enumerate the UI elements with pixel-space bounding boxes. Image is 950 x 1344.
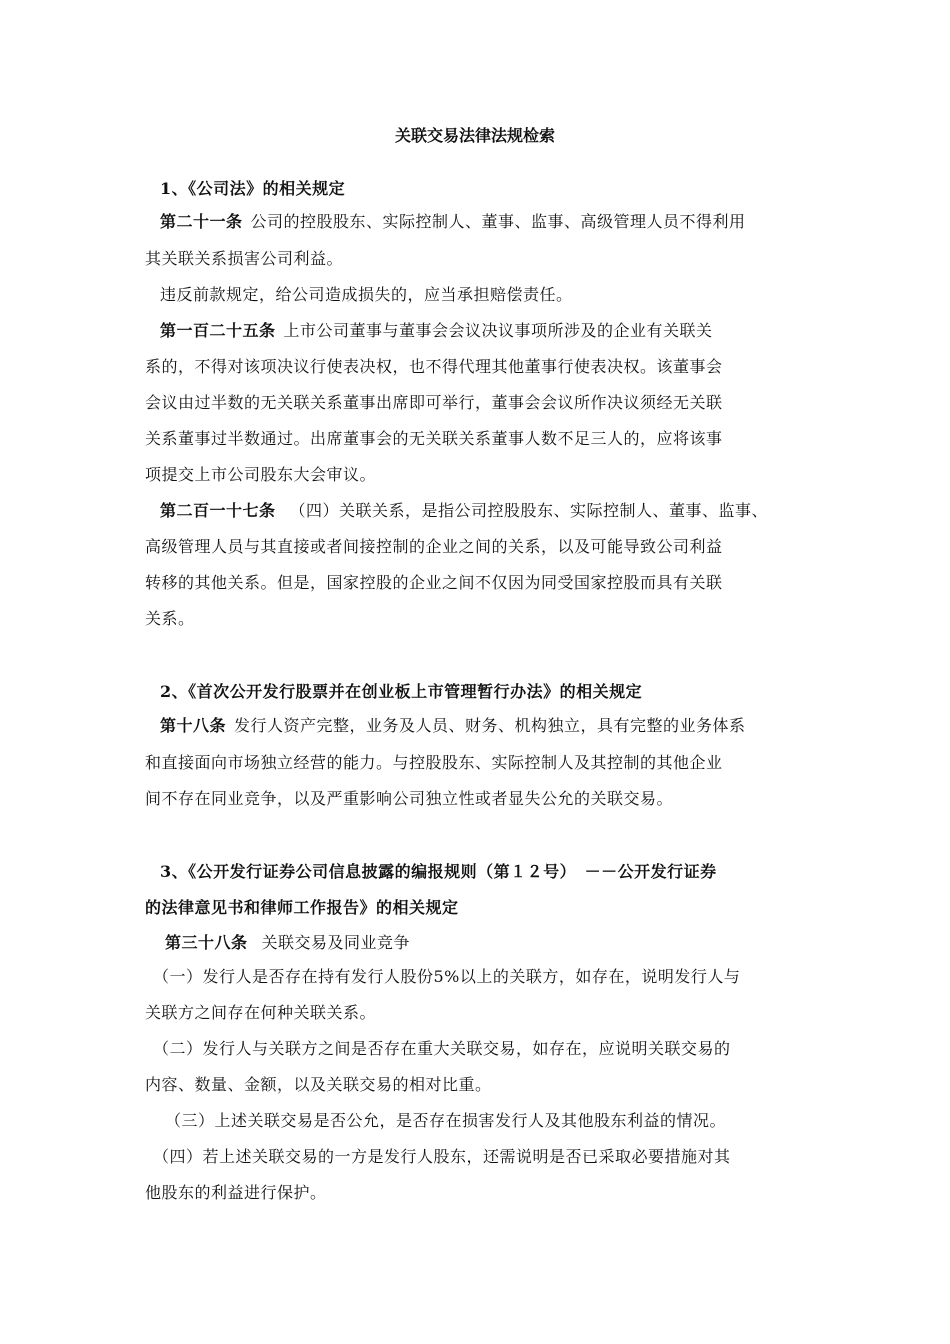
paragraph-line: 内容、数量、金额，以及关联交易的相对比重。 <box>145 1075 492 1094</box>
article-label: 第二十一条 <box>160 212 243 231</box>
paragraph-line: 系的，不得对该项决议行使表决权，也不得代理其他董事行使表决权。该董事会 <box>145 357 723 376</box>
paragraph-line: 关联方之间存在何种关联关系。 <box>145 1003 377 1022</box>
paragraph-line: 项提交上市公司股东大会审议。 <box>145 465 377 484</box>
paragraph-line: 违反前款规定，给公司造成损失的，应当承担赔偿责任。 <box>160 285 573 304</box>
paragraph-line: （二）发行人与关联方之间是否存在重大关联交易，如存在，应说明关联交易的 <box>153 1039 731 1058</box>
paragraph-line: 高级管理人员与其直接或者间接控制的企业之间的关系，以及可能导致公司利益 <box>145 537 723 556</box>
paragraph-line: 间不存在同业竞争，以及严重影响公司独立性或者显失公允的关联交易。 <box>145 789 674 808</box>
article-label: 第三十八条 <box>165 933 248 952</box>
paragraph-line <box>160 319 830 343</box>
article-label: 第十八条 <box>160 716 227 735</box>
paragraph-text: 关联交易及同业竞争 <box>261 933 411 952</box>
paragraph-line <box>160 714 830 738</box>
paragraph-line: 转移的其他关系。但是，国家控股的企业之间不仅因为同受国家控股而具有关联 <box>145 573 723 592</box>
paragraph-line: （四）若上述关联交易的一方是发行人股东，还需说明是否已采取必要措施对其 <box>153 1147 731 1166</box>
paragraph-text: 发行人资产完整，业务及人员、财务、机构独立，具有完整的业务体系 <box>234 716 746 735</box>
paragraph-text: 公司的控股股东、实际控制人、董事、监事、高级管理人员不得利用 <box>250 212 746 231</box>
paragraph-text: 上市公司董事与董事会会议决议事项所涉及的企业有关联关 <box>283 321 713 340</box>
section-heading: 3、《公开发行证券公司信息披露的编报规则（第１２号） －－公开发行证券 <box>160 862 717 881</box>
paragraph-line: 和直接面向市场独立经营的能力。与控股股东、实际控制人及其控制的其他企业 <box>145 753 723 772</box>
paragraph-line: 其关联关系损害公司利益。 <box>145 249 344 268</box>
paragraph-line <box>165 931 835 955</box>
document-title: 关联交易法律法规检索 <box>394 126 555 145</box>
paragraph-line: 关系。 <box>145 609 195 628</box>
paragraph-line: （三）上述关联交易是否公允，是否存在损害发行人及其他股东利益的情况。 <box>165 1111 727 1130</box>
section-heading: 的法律意见书和律师工作报告》的相关规定 <box>145 898 459 917</box>
article-label: 第一百二十五条 <box>160 321 276 340</box>
paragraph-text: （四）关联关系，是指公司控股股东、实际控制人、董事、监事、 <box>289 501 769 520</box>
paragraph-line: 他股东的利益进行保护。 <box>145 1183 327 1202</box>
paragraph-line <box>160 210 830 234</box>
paragraph-line: 关系董事过半数通过。出席董事会的无关联关系董事人数不足三人的，应将该事 <box>145 429 723 448</box>
article-label: 第二百一十七条 <box>160 501 276 520</box>
paragraph-line: 会议由过半数的无关联关系董事出席即可举行，董事会会议所作决议须经无关联 <box>145 393 723 412</box>
section-heading: 2、《首次公开发行股票并在创业板上市管理暂行办法》的相关规定 <box>160 682 643 701</box>
section-heading: 1、《公司法》的相关规定 <box>160 179 346 198</box>
paragraph-line: （一）发行人是否存在持有发行人股份5%以上的关联方，如存在，说明发行人与 <box>153 967 741 986</box>
paragraph-line <box>160 499 830 523</box>
